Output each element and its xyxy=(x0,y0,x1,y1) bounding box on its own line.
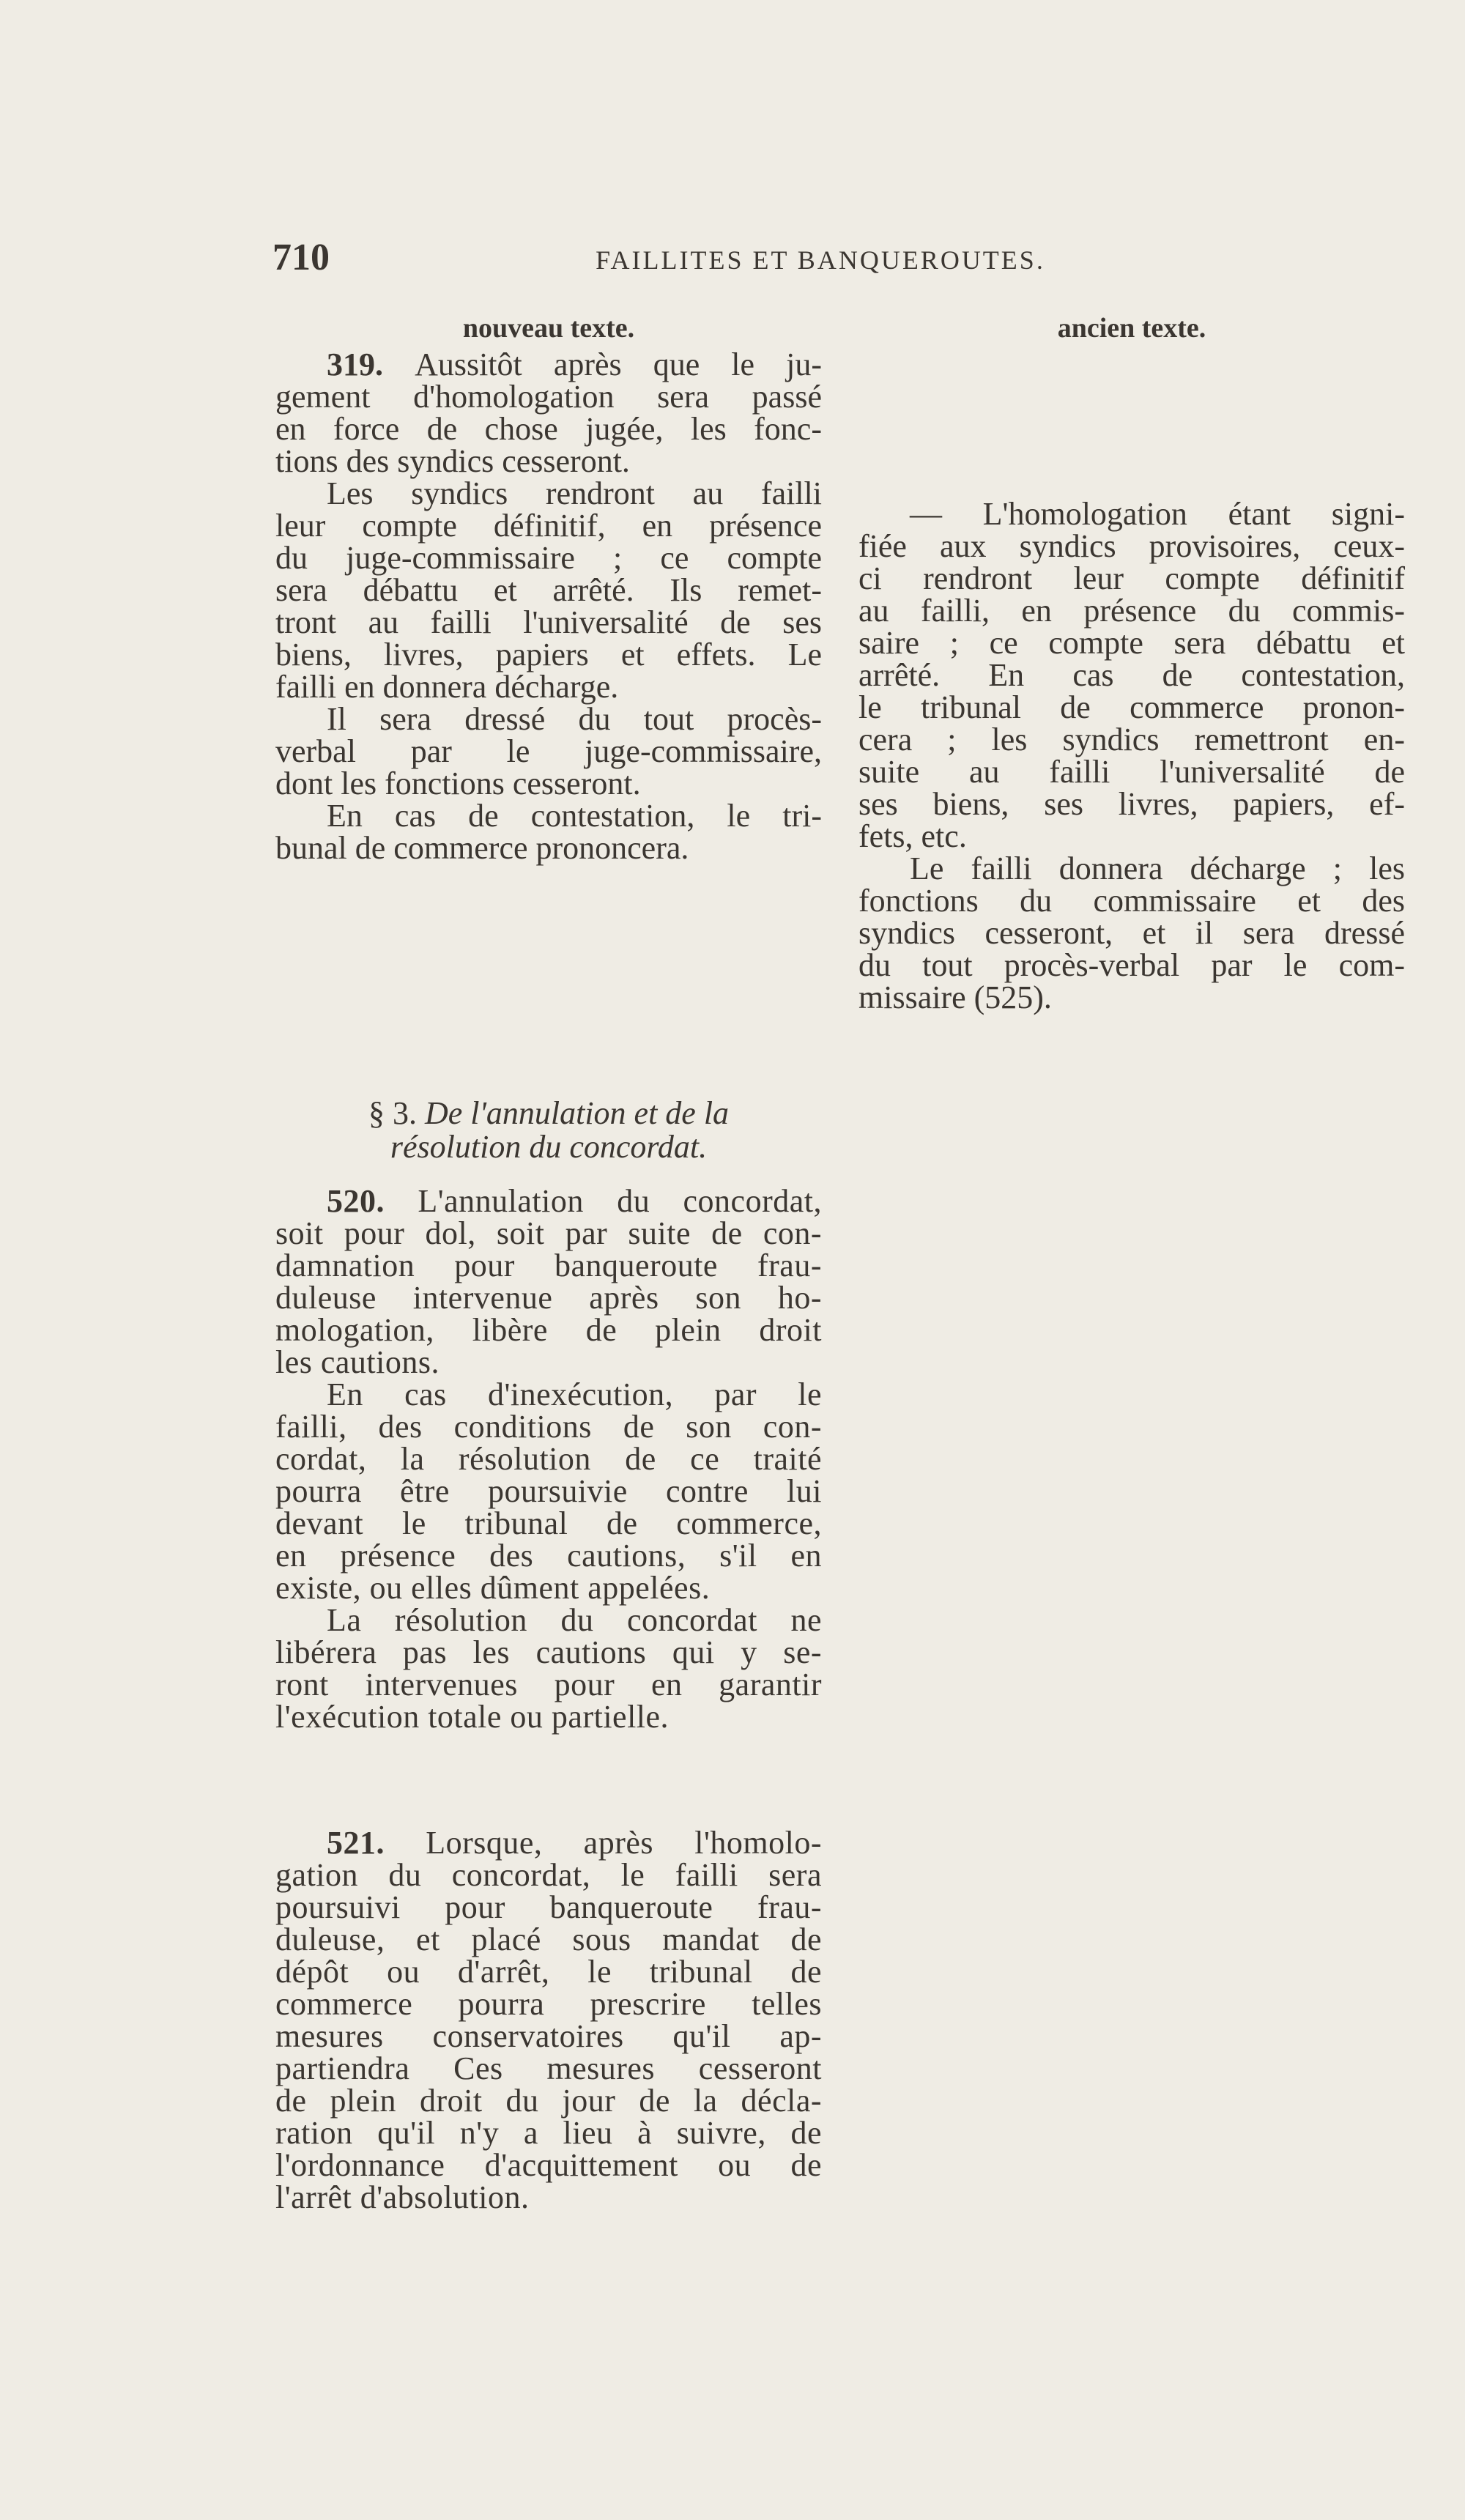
text-line xyxy=(858,721,1405,757)
line-text: biens, livres, papiers et effets. Le xyxy=(275,637,822,672)
line-text: tions des syndics cesseront. xyxy=(275,443,630,479)
new-text-article-319 xyxy=(275,346,822,866)
column-heading-new-text: nouveau texte. xyxy=(462,313,635,344)
section-title-line-2: résolution du concordat. xyxy=(390,1129,708,1165)
text-line xyxy=(275,1922,822,1957)
article-number: 521. xyxy=(327,1825,426,1861)
text-line xyxy=(858,592,1405,629)
text-line xyxy=(275,1248,822,1283)
line-text: arrêté. En cas de contestation, xyxy=(858,657,1405,693)
text-line xyxy=(275,1312,822,1348)
text-line xyxy=(275,1667,822,1702)
line-text: dépôt ou d'arrêt, le tribunal de xyxy=(275,1954,822,1990)
text-line xyxy=(275,346,822,382)
line-text: les cautions. xyxy=(275,1344,440,1380)
text-line xyxy=(275,1986,822,2022)
line-text: le tribunal de commerce pronon- xyxy=(858,689,1405,725)
line-text: mologation, libère de plein droit xyxy=(275,1312,822,1348)
line-text: sera débattu et arrêté. Ils remet- xyxy=(275,572,822,608)
line-text: existe, ou elles dûment appelées. xyxy=(275,1570,711,1606)
paragraph xyxy=(275,346,822,479)
text-line xyxy=(275,829,822,866)
text-line xyxy=(858,527,1405,564)
line-text: en présence des cautions, s'il en xyxy=(275,1538,822,1574)
text-line xyxy=(275,1505,822,1541)
text-line xyxy=(275,1183,822,1219)
text-line xyxy=(858,624,1405,661)
paragraph xyxy=(275,1602,822,1735)
paragraph xyxy=(275,700,822,801)
text-line xyxy=(858,656,1405,693)
paragraph xyxy=(275,1183,822,1380)
text-line xyxy=(275,571,822,608)
page-number: 710 xyxy=(272,237,330,278)
line-text: libérera pas les cautions qui y se- xyxy=(275,1634,822,1670)
line-text: cordat, la résolution de ce traité xyxy=(275,1441,822,1477)
new-text-article-521 xyxy=(275,1825,822,2215)
line-text: gation du concordat, le failli sera xyxy=(275,1857,822,1893)
line-text: pourra être poursuivie contre lui xyxy=(275,1473,822,1509)
paragraph xyxy=(275,1376,822,1606)
line-text: En cas d'inexécution, par le xyxy=(327,1376,822,1412)
text-line xyxy=(858,560,1405,596)
line-text: du juge-commissaire ; ce compte xyxy=(275,540,822,576)
line-text: soit pour dol, soit par suite de con- xyxy=(275,1215,822,1251)
text-line xyxy=(275,765,822,801)
text-line xyxy=(275,1634,822,1670)
line-text: en force de chose jugée, les fonc- xyxy=(275,411,822,447)
text-line xyxy=(275,1538,822,1574)
text-line xyxy=(275,442,822,479)
text-line xyxy=(275,1857,822,1893)
text-line xyxy=(275,668,822,705)
line-text: leur compte définitif, en présence xyxy=(275,508,822,544)
text-line xyxy=(858,850,1405,886)
line-text: fiée aux syndics provisoires, ceux- xyxy=(858,528,1405,564)
line-text: ront intervenues pour en garantir xyxy=(275,1667,822,1702)
line-text: duleuse, et placé sous mandat de xyxy=(275,1922,822,1957)
text-line xyxy=(275,1376,822,1412)
text-line xyxy=(275,700,822,737)
text-line xyxy=(275,1344,822,1380)
line-text: poursuivi pour banqueroute frau- xyxy=(275,1889,822,1925)
section-heading xyxy=(275,1097,822,1164)
text-line xyxy=(858,495,1405,532)
line-text: Le failli donnera décharge ; les xyxy=(910,850,1405,886)
line-text: du tout procès-verbal par le com- xyxy=(858,947,1405,983)
paragraph xyxy=(275,475,822,705)
text-line xyxy=(275,1602,822,1638)
paragraph xyxy=(858,850,1405,1015)
line-text: partiendra Ces mesures cesseront xyxy=(275,2050,822,2086)
text-line xyxy=(275,2018,822,2054)
line-text: verbal par le juge-commissaire, xyxy=(275,733,822,769)
line-text: ci rendront leur compte définitif xyxy=(858,560,1405,596)
paragraph xyxy=(858,495,1405,854)
line-text: Aussitôt après que le ju- xyxy=(415,346,822,382)
line-text: fets, etc. xyxy=(858,818,967,854)
line-text: l'arrêt d'absolution. xyxy=(275,2179,530,2215)
line-text: l'exécution totale ou partielle. xyxy=(275,1699,670,1735)
text-line xyxy=(275,2179,822,2215)
line-text: Il sera dressé du tout procès- xyxy=(327,701,822,737)
text-line xyxy=(275,1699,822,1735)
line-text: Les syndics rendront au failli xyxy=(327,475,822,511)
text-line xyxy=(275,1825,822,1861)
line-text: failli en donnera décharge. xyxy=(275,669,619,705)
text-line xyxy=(275,1473,822,1509)
line-text: ration qu'il n'y a lieu à suivre, de xyxy=(275,2115,822,2151)
running-title: FAILLITES ET BANQUEROUTES. xyxy=(596,245,1045,275)
text-line xyxy=(858,882,1405,919)
text-line xyxy=(275,1409,822,1445)
paragraph xyxy=(275,797,822,866)
text-line xyxy=(275,2083,822,2119)
text-line xyxy=(275,2115,822,2151)
text-line xyxy=(275,2050,822,2086)
text-line xyxy=(275,410,822,447)
line-text: tront au failli l'universalité de ses xyxy=(275,604,822,640)
text-line xyxy=(858,914,1405,951)
text-line xyxy=(275,1441,822,1477)
line-text: damnation pour banqueroute frau- xyxy=(275,1248,822,1283)
line-text: de plein droit du jour de la décla- xyxy=(275,2083,822,2119)
line-text: au failli, en présence du commis- xyxy=(858,593,1405,629)
text-line xyxy=(275,636,822,672)
text-line xyxy=(275,733,822,769)
line-text: suite au failli l'universalité de xyxy=(858,754,1405,790)
line-text: missaire (525). xyxy=(858,979,1052,1015)
section-title-line-1: De l'annulation et de la xyxy=(424,1095,730,1131)
line-text: l'ordonnance d'acquittement ou de xyxy=(275,2147,822,2183)
text-line xyxy=(858,979,1405,1015)
text-line xyxy=(275,507,822,544)
line-text: failli, des conditions de son con- xyxy=(275,1409,822,1445)
line-text: bunal de commerce prononcera. xyxy=(275,830,689,866)
line-text: mesures conservatoires qu'il ap- xyxy=(275,2018,822,2054)
old-text-article xyxy=(858,495,1405,1015)
text-line xyxy=(858,946,1405,983)
line-text: L'annulation du concordat, xyxy=(418,1183,822,1219)
line-text: — L'homologation étant signi- xyxy=(910,496,1405,532)
line-text: gement d'homologation sera passé xyxy=(275,379,822,415)
line-text: Lorsque, après l'homolo- xyxy=(426,1825,822,1861)
text-line xyxy=(275,378,822,415)
line-text: ses biens, ses livres, papiers, ef- xyxy=(858,786,1405,822)
line-text: En cas de contestation, le tri- xyxy=(327,798,822,834)
text-line xyxy=(275,604,822,640)
line-text: commerce pourra prescrire telles xyxy=(275,1986,822,2022)
text-line xyxy=(275,2147,822,2183)
article-number: 520. xyxy=(327,1183,418,1219)
text-line xyxy=(858,818,1405,854)
text-line xyxy=(858,689,1405,725)
text-line xyxy=(275,1280,822,1316)
text-line xyxy=(275,1570,822,1606)
line-text: saire ; ce compte sera débattu et xyxy=(858,625,1405,661)
column-heading-old-text: ancien texte. xyxy=(1057,313,1206,344)
text-line xyxy=(275,1215,822,1251)
paragraph xyxy=(275,1825,822,2215)
line-text: devant le tribunal de commerce, xyxy=(275,1505,822,1541)
line-text: duleuse intervenue après son ho- xyxy=(275,1280,822,1316)
section-number: § 3. xyxy=(368,1095,417,1131)
new-text-article-520 xyxy=(275,1183,822,1735)
line-text: cera ; les syndics remettront en- xyxy=(858,722,1405,757)
text-line xyxy=(275,475,822,511)
line-text: La résolution du concordat ne xyxy=(327,1602,822,1638)
text-line xyxy=(275,539,822,576)
text-line xyxy=(858,785,1405,822)
text-line xyxy=(275,1889,822,1925)
line-text: syndics cesseront, et il sera dressé xyxy=(858,915,1405,951)
article-number: 319. xyxy=(327,346,415,382)
text-line xyxy=(275,1954,822,1990)
text-line xyxy=(858,753,1405,790)
line-text: dont les fonctions cesseront. xyxy=(275,766,641,801)
line-text: fonctions du commissaire et des xyxy=(858,883,1405,919)
text-line xyxy=(275,797,822,834)
